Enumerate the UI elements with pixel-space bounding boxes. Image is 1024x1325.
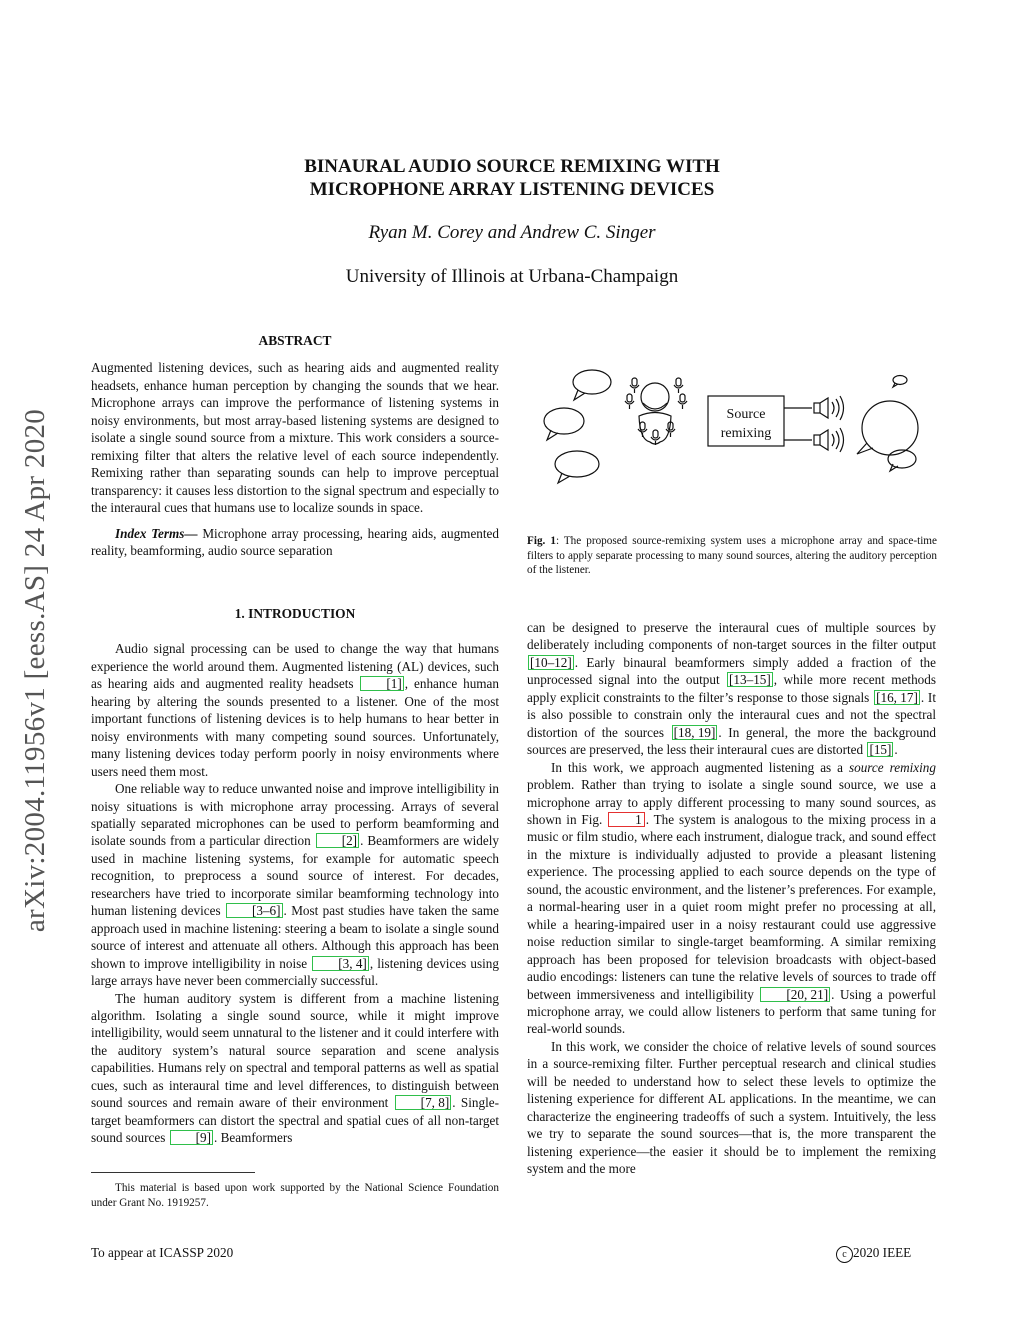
listener-head-icon (639, 383, 671, 444)
speech-bubble-icon (888, 450, 916, 471)
abstract-section (91, 332, 499, 559)
speaker-icon (814, 428, 844, 452)
speech-bubble-icon (573, 370, 611, 400)
paper-title (160, 155, 864, 201)
footer-copyright (836, 1245, 911, 1263)
copyright-text: 2020 IEEE (853, 1245, 912, 1260)
speech-bubble-icon (555, 451, 599, 483)
title-line-2: MICROPHONE ARRAY LISTENING DEVICES (309, 179, 715, 200)
citation-link[interactable]: [7, 8] (395, 1095, 452, 1110)
box-label-line-1: Source (726, 407, 766, 422)
index-terms-label: Index Terms— (115, 525, 198, 541)
citation-link[interactable]: [15] (869, 742, 892, 758)
caption-label: Fig. 1 (527, 535, 556, 547)
citation-link[interactable]: [20, 21] (760, 987, 830, 1002)
speech-bubble-icon (893, 376, 907, 388)
footnote-rule (91, 1172, 255, 1173)
speaker-icon (814, 396, 844, 420)
figure-1 (540, 360, 930, 510)
citation-link[interactable]: [13–15] (729, 672, 771, 688)
title-line-1: BINAURAL AUDIO SOURCE REMIXING WITH (304, 156, 720, 177)
figure-ref-link[interactable]: 1 (608, 812, 645, 827)
figure-1-diagram (540, 360, 930, 510)
arxiv-id: arXiv:2004.11956v1 [eess.AS] 24 Apr 2020 (19, 408, 52, 932)
citation-link[interactable]: [1] (360, 676, 403, 691)
body-paragraph-1: can be designed to preserve the interaural cues of multiple sources by deliberately including components of non-target sources in the filter output [10–12] . Early binaural beamformers simply added a fraction of the unprocessed signal into the output [13–15] , while more recent methods apply explicit constraints to the filter’s response to those signals [16, 17] . It is also possible to constrain only the interaural cues and not the spectral distortion of the sources [18, 19] . In general, the more the background sources are preserved, the less their interaural cues are distorted [15] . (527, 620, 936, 758)
speech-bubble-icon (857, 401, 918, 455)
figure-caption (527, 534, 937, 578)
footer-venue: To appear at ICASSP 2020 (91, 1245, 234, 1260)
abstract-text: Augmented listening devices, such as hearing aids and augmented reality headsets, enhance human perception by changing the sounds that we hear. Microphone arrays can improve the performance of listening systems in noisy environments, but most array-based listening systems are designed to isolate a single sound source from a mixture. This work considers a source-remixing filter that alters the relative level of each source independently. Remixing rather than separating sounds can help to improve perceptual transparency: it causes less distortion to the signal spectrum and especially to the interaural cues that humans use to localize sounds in space. (91, 360, 499, 516)
speech-bubble-icon (544, 408, 584, 440)
citation-link[interactable]: [18, 19] (673, 724, 716, 740)
arxiv-stamp (10, 340, 62, 1000)
intro-paragraph-1: Audio signal processing can be used to change the way that humans experience the world around them. Augmented listening (AL) devices, such as hearing aids and augmented reality headsets [1] , enhance human hearing by altering the sounds presented to a listener. One of the most important functions of listening devices is to help humans to hear better in noisy environments with many competing sound sources. Unfortunately, many listening devices today perform poorly in noisy environments where users need them most. (91, 641, 499, 779)
body-paragraph-2: In this work, we approach augmented listening as a source remixing problem. Rather than trying to isolate a single sound source, we use a microphone array to apply different processing to many sound sources, as shown in Fig. 1 . The system is analogous to the mixing process in a music or film studio, where each instrument, dialogue track, and sound effect in the mixture is individually adjusted to provide a pleasant listening experience. The processing applied to each source depends on the type of sound, the acoustic environment, and the listener’s preferences. For example, a normal-hearing user in a quiet room might prefer no processing at all, while a hearing-impaired user in a noisy restaurant could use aggressive noise reduction similar to single-target beamforming. A similar remixing approach has been proposed for television broadcasts with object-based audio encodings: listeners can tune the relative levels of sources to trade off between immersiveness and intelligibility [20, 21] . Using a powerful microphone array, we could allow listeners to perform that same tuning for real-world sounds. (527, 759, 937, 1037)
citation-link[interactable]: [16, 17] (876, 689, 918, 705)
intro-heading: 1. INTRODUCTION (234, 606, 356, 621)
copyright-icon: c (836, 1246, 853, 1263)
box-label-line-2: remixing (720, 426, 772, 441)
caption-text: : The proposed source-remixing system uses a microphone array and space-time filters to apply separate processing to many sound sources, altering the auditory perception of the listener. (527, 535, 937, 576)
authors: Ryan M. Corey and Andrew C. Singer (368, 222, 656, 243)
body-paragraph-3: In this work, we consider the choice of relative levels of sound sources in a source-remixing filter. Further perceptual research and clinical studies will be needed to understand how to select these levels to optimize the listening experience for different AL applications. In the meantime, we can characterize the engineering tradeoffs of such a system. Intuitively, the less we try to separate the sound sources—that is, the more transparent the listening experience—the easier it should be to implement the remixing system and the more (527, 1038, 936, 1177)
citation-link[interactable]: [10–12] (530, 654, 572, 670)
right-column-text (527, 619, 936, 1178)
intro-paragraph-2: One reliable way to reduce unwanted noise and improve intelligibility in noisy situations is with microphone array processing. Arrays of several spatially separated microphones can be used to perform beamforming and isolate sounds from a particular direction [2] . Beamformers are widely used in machine listening systems, for example for automatic speech recognition, to preprocess a sound source of interest. For decades, researchers have tried to incorporate similar beamforming technology into human listening devices [3–6] . Most past studies have taken the same approach used in machine listening: steering a beam to isolate a single sound source of interest and attenuate all others. Although this approach has been shown to improve intelligibility in noise [3, 4] , listening devices using large arrays have never been commercially successful. (91, 781, 500, 989)
citation-link[interactable]: [2] (316, 833, 359, 848)
introduction-section (91, 605, 499, 1147)
intro-paragraph-3: The human auditory system is different from a machine listening algorithm. Isolating a single sound source, while it might improve intelligibility, would seem unnatural to the listener and it could interfere with the auditory system’s natural source separation and scene analysis capabilities. Humans rely on spectral and temporal patterns as well as spatial cues, such as interaural time and level differences, to distinguish between sound sources and remain aware of their environment [7, 8] . Single-target beamformers can distort the spectral and spatial cues of all non-target sound sources [9] . Beamformers (91, 990, 499, 1146)
index-terms-text: Microphone array processing, hearing aids, augmented reality, beamforming, audio source separation (91, 525, 499, 558)
citation-link[interactable]: [3, 4] (312, 956, 369, 971)
abstract-heading: ABSTRACT (258, 333, 332, 348)
footnote: This material is based upon work supported by the National Science Foundation under Grant No. 1919257. (91, 1182, 499, 1209)
index-terms (91, 525, 499, 560)
citation-link[interactable]: [3–6] (226, 903, 283, 918)
citation-link[interactable]: [9] (170, 1130, 213, 1145)
affiliation: University of Illinois at Urbana-Champaign (345, 266, 679, 287)
